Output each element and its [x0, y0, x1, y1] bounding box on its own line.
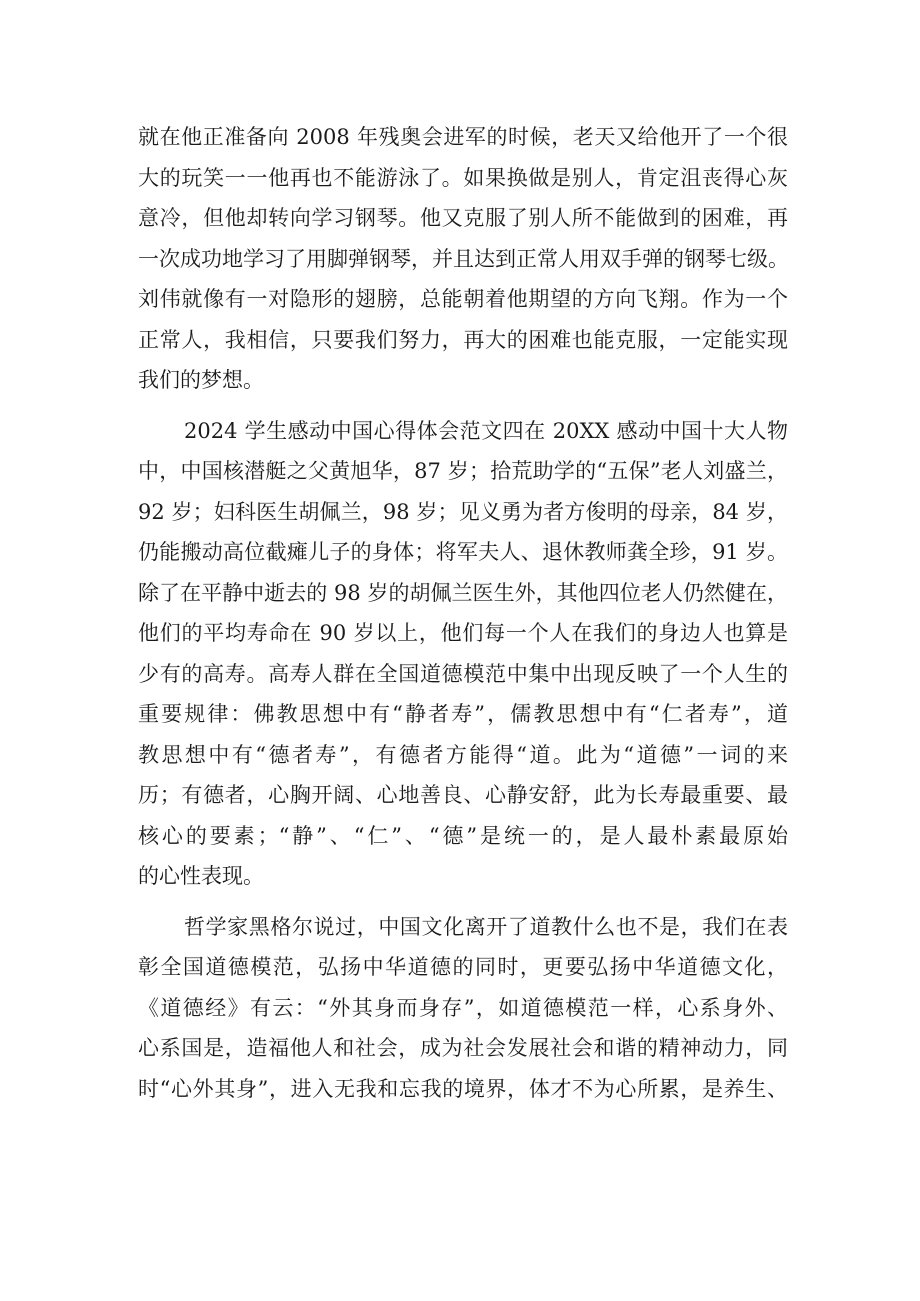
- text-line: 我们的梦想。: [138, 368, 264, 392]
- text-line: 教思想中有“德者寿”，有德者方能得“道。此为“道德”一词的来: [138, 742, 788, 767]
- text-line: 的心性表现。: [138, 864, 264, 888]
- text-line: 就在他正准备向 2008 年残奥会进军的时候，老天又给他开了一个很: [138, 125, 788, 149]
- paragraph-spacing: [138, 897, 788, 907]
- paragraph-spacing: [138, 401, 788, 411]
- text-line: 彰全国道德模范，弘扬中华道德的同时，更要弘扬中华道德文化，: [138, 955, 788, 979]
- text-line: 中，中国核潜艇之父黄旭华，87 岁；拾荒助学的“五保”老人刘盛兰，: [138, 459, 788, 483]
- text-line: 2024 学生感动中国心得体会范文四在 20XX 感动中国十大人物: [184, 418, 788, 443]
- text-line: 大的玩笑一一他再也不能游泳了。如果换做是别人，肯定沮丧得心灰: [138, 165, 788, 190]
- text-line: 少有的高寿。高寿人群在全国道德模范中集中出现反映了一个人生的: [138, 661, 788, 686]
- text-line: 一次成功地学习了用脚弹钢琴，并且达到正常人用双手弹的钢琴七级。: [138, 246, 789, 271]
- text-line: 刘伟就像有一对隐形的翅膀，总能朝着他期望的方向飞翔。作为一个: [138, 287, 788, 311]
- text-line: 重要规律：佛教思想中有“静者寿”，儒教思想中有“仁者寿”，道: [138, 702, 788, 726]
- text-line: 时“心外其身”，进入无我和忘我的境界，体才不为心所累，是养生、: [138, 1076, 788, 1101]
- body-text: [138, 117, 788, 1109]
- paragraph: [138, 411, 788, 897]
- text-line: 92 岁；妇科医生胡佩兰，98 岁；见义勇为者方俊明的母亲，84 岁，: [138, 499, 788, 524]
- paragraph: [138, 117, 788, 401]
- text-line: 心系国是，造福他人和社会，成为社会发展社会和谐的精神动力，同: [138, 1036, 788, 1060]
- text-line: 除了在平静中逝去的 98 岁的胡佩兰医生外，其他四位老人仍然健在，: [138, 580, 788, 605]
- text-line: 历；有德者，心胸开阔、心地善良、心静安舒，此为长寿最重要、最: [138, 783, 788, 807]
- text-line: 他们的平均寿命在 90 岁以上，他们每一个人在我们的身边人也算是: [138, 621, 788, 645]
- text-line: 仍能搬动高位截瘫儿子的身体；将军夫人、退休教师龚全珍，91 岁。: [138, 540, 788, 564]
- paragraph: [138, 907, 788, 1110]
- text-line: 意冷，但他却转向学习钢琴。他又克服了别人所不能做到的困难，再: [138, 206, 788, 230]
- text-line: 核心的要素；“静”、“仁”、“德”是统一的，是人最朴素最原始: [138, 823, 788, 848]
- text-line: 正常人，我相信，只要我们努力，再大的困难也能克服，一定能实现: [138, 327, 788, 352]
- text-line: 哲学家黑格尔说过，中国文化离开了道教什么也不是，我们在表: [184, 914, 788, 939]
- text-line: 《道德经》有云：“外其身而身存”，如道德模范一样，心系身外、: [138, 995, 788, 1020]
